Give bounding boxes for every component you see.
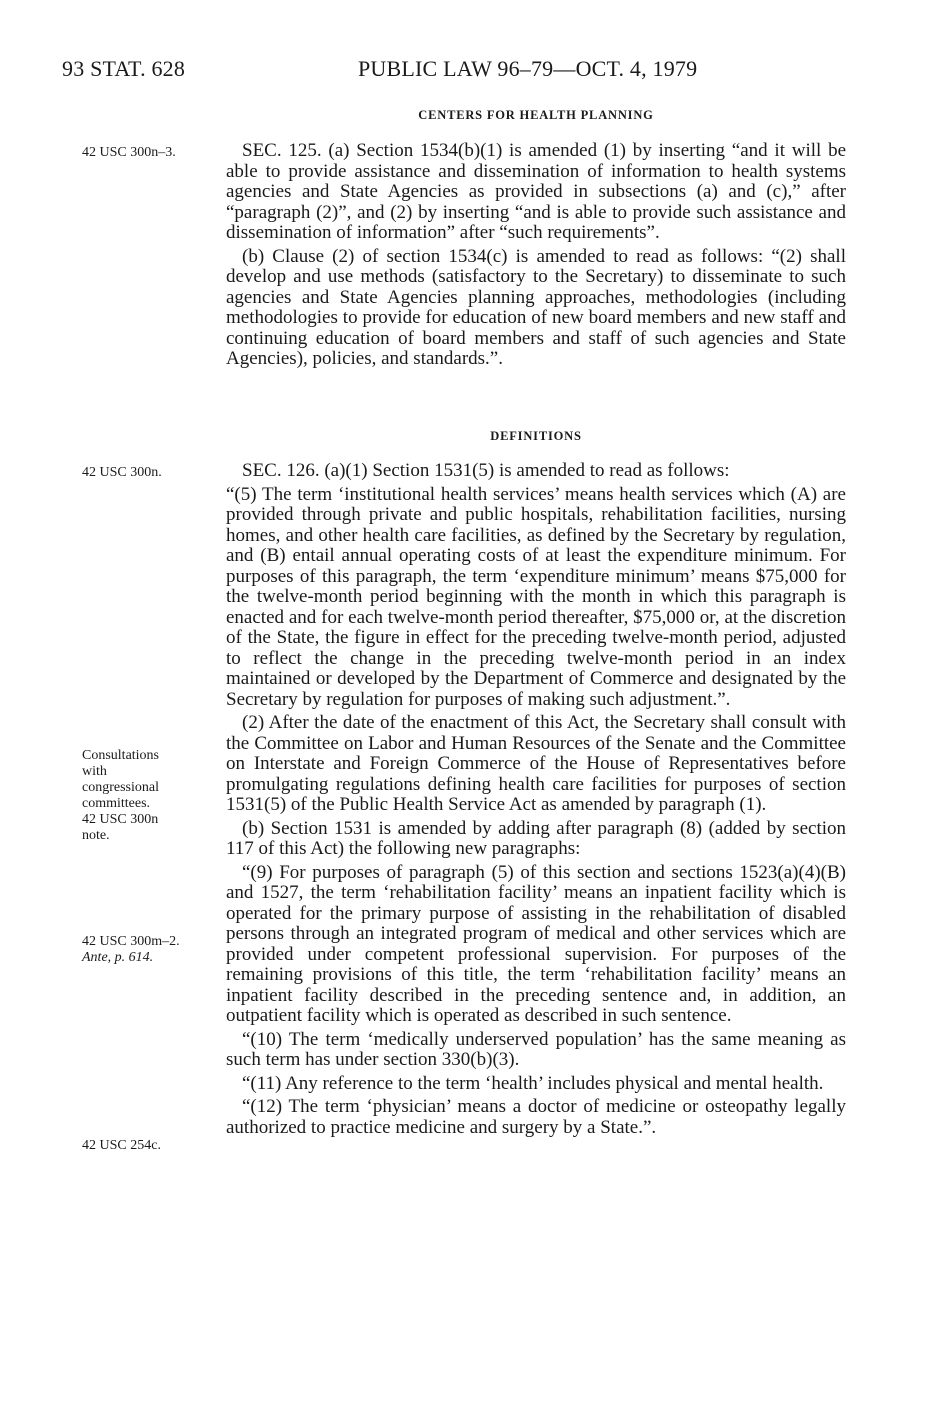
margin-note-line: note. xyxy=(82,828,110,843)
definitions-body xyxy=(226,461,846,1141)
paragraph-11: “(11) Any reference to the term ‘health’ includes physical and mental health. xyxy=(242,1072,824,1094)
margin-note-line: with xyxy=(82,764,107,779)
planning-body xyxy=(226,141,846,373)
paragraph-sec126a1: SEC. 126. (a)(1) Section 1531(5) is amended to read as follows: xyxy=(242,460,730,481)
page-title: PUBLIC LAW 96–79—OCT. 4, 1979 xyxy=(358,56,698,81)
margin-note-citation: 42 USC 300n. xyxy=(82,465,162,480)
paragraph-sec126a1-quote: “(5) The term ‘institutional health services’ means health services which (A) are provided through private and public hospitals, rehabilitation facilities, nursing homes, and other health care facilities, as defined by the Secretary by regulation, and (B) entail annual operating costs of at least the expenditure minimum. For purposes of this paragraph, the term ‘expenditure minimum’ means $75,000 for the twelve-month period beginning with the month in which this paragraph is enacted and for each twelve-month period thereafter, $75,000 or, at the discretion of the State, the figure in effect for the preceding twelve-month period, adjusted to reflect the change in the preceding twelve-month period in an index maintained or developed by the Department of Commerce and designated by the Secretary by regulation for purposes of making such adjustment.”. xyxy=(226,483,846,710)
paragraph-12: “(12) The term ‘physician’ means a doctor of medicine or osteopathy legally authorized to practice medicine and surgery by a State.”. xyxy=(226,1096,846,1138)
margin-note-consultations xyxy=(82,748,207,844)
margin-note-citation xyxy=(82,934,207,966)
paragraph-sec126a2: (2) After the date of the enactment of this Act, the Secretary shall consult with the Committee on Labor and Human Resources of the Senate and the Committee on Interstate and Foreign Commerce of the House of Representatives before promulgating regulations defining health care facilities for purposes of section 1531(5) of the Public Health Service Act as amended by paragraph (1). xyxy=(226,712,846,815)
margin-note-citation: 42 USC 254c. xyxy=(82,1138,161,1153)
section-heading-planning: CENTERS FOR HEALTH PLANNING xyxy=(418,108,654,122)
margin-note-line: committees. xyxy=(82,796,151,811)
paragraph-sec125b: (b) Clause (2) of section 1534(c) is amended to read as follows: “(2) shall develop and use methods (satisfactory to the Secretary) to disseminate to such agencies and State Agencies planning approaches, methodologies (including methodologies to provide for education of new board members and new staff and continuing education of board members and staff of such agencies and State Agencies), policies, and standards.”. xyxy=(226,245,846,369)
margin-note-line: Consultations xyxy=(82,748,160,763)
margin-note-line: 42 USC 300n xyxy=(82,812,159,827)
margin-note-line: Ante, p. 614. xyxy=(82,950,154,965)
paragraph-9: “(9) For purposes of paragraph (5) of this section and sections 1523(a)(4)(B) and 1527, the term ‘rehabilitation facility’ means an inpatient facility which is operated for the primary purpose of assisting in the rehabilitation of disabled persons through an integrated program of medical and other services which are provided under competent professional supervision. For purposes of the remaining provisions of this title, the term ‘rehabilitation facility’ means an inpatient facility described in the preceding sentence and, in addition, an outpatient facility which is operated as described in such sentence. xyxy=(226,861,846,1026)
page-reference: 93 STAT. 628 xyxy=(62,56,186,81)
paragraph-sec126b: (b) Section 1531 is amended by adding after paragraph (8) (added by section 117 of this Act) the following new paragraphs: xyxy=(226,817,846,859)
section-heading-definitions: DEFINITIONS xyxy=(490,429,582,443)
paragraph-sec125a: SEC. 125. (a) Section 1534(b)(1) is amended (1) by inserting “and it will be able to provide assistance and dissemination of information to health systems agencies and State Agencies as provided in subsections (a) and (c),” after “paragraph (2)”, and (2) by inserting “and is able to provide such assistance and dissemination of information” after “such requirements”. xyxy=(226,140,846,243)
margin-note-citation: 42 USC 300n–3. xyxy=(82,145,176,160)
margin-note-line: 42 USC 300m–2. xyxy=(82,934,180,949)
paragraph-10: “(10) The term ‘medically underserved population’ has the same meaning as such term has under section 330(b)(3). xyxy=(226,1028,846,1070)
margin-note-line: congressional xyxy=(82,780,159,795)
